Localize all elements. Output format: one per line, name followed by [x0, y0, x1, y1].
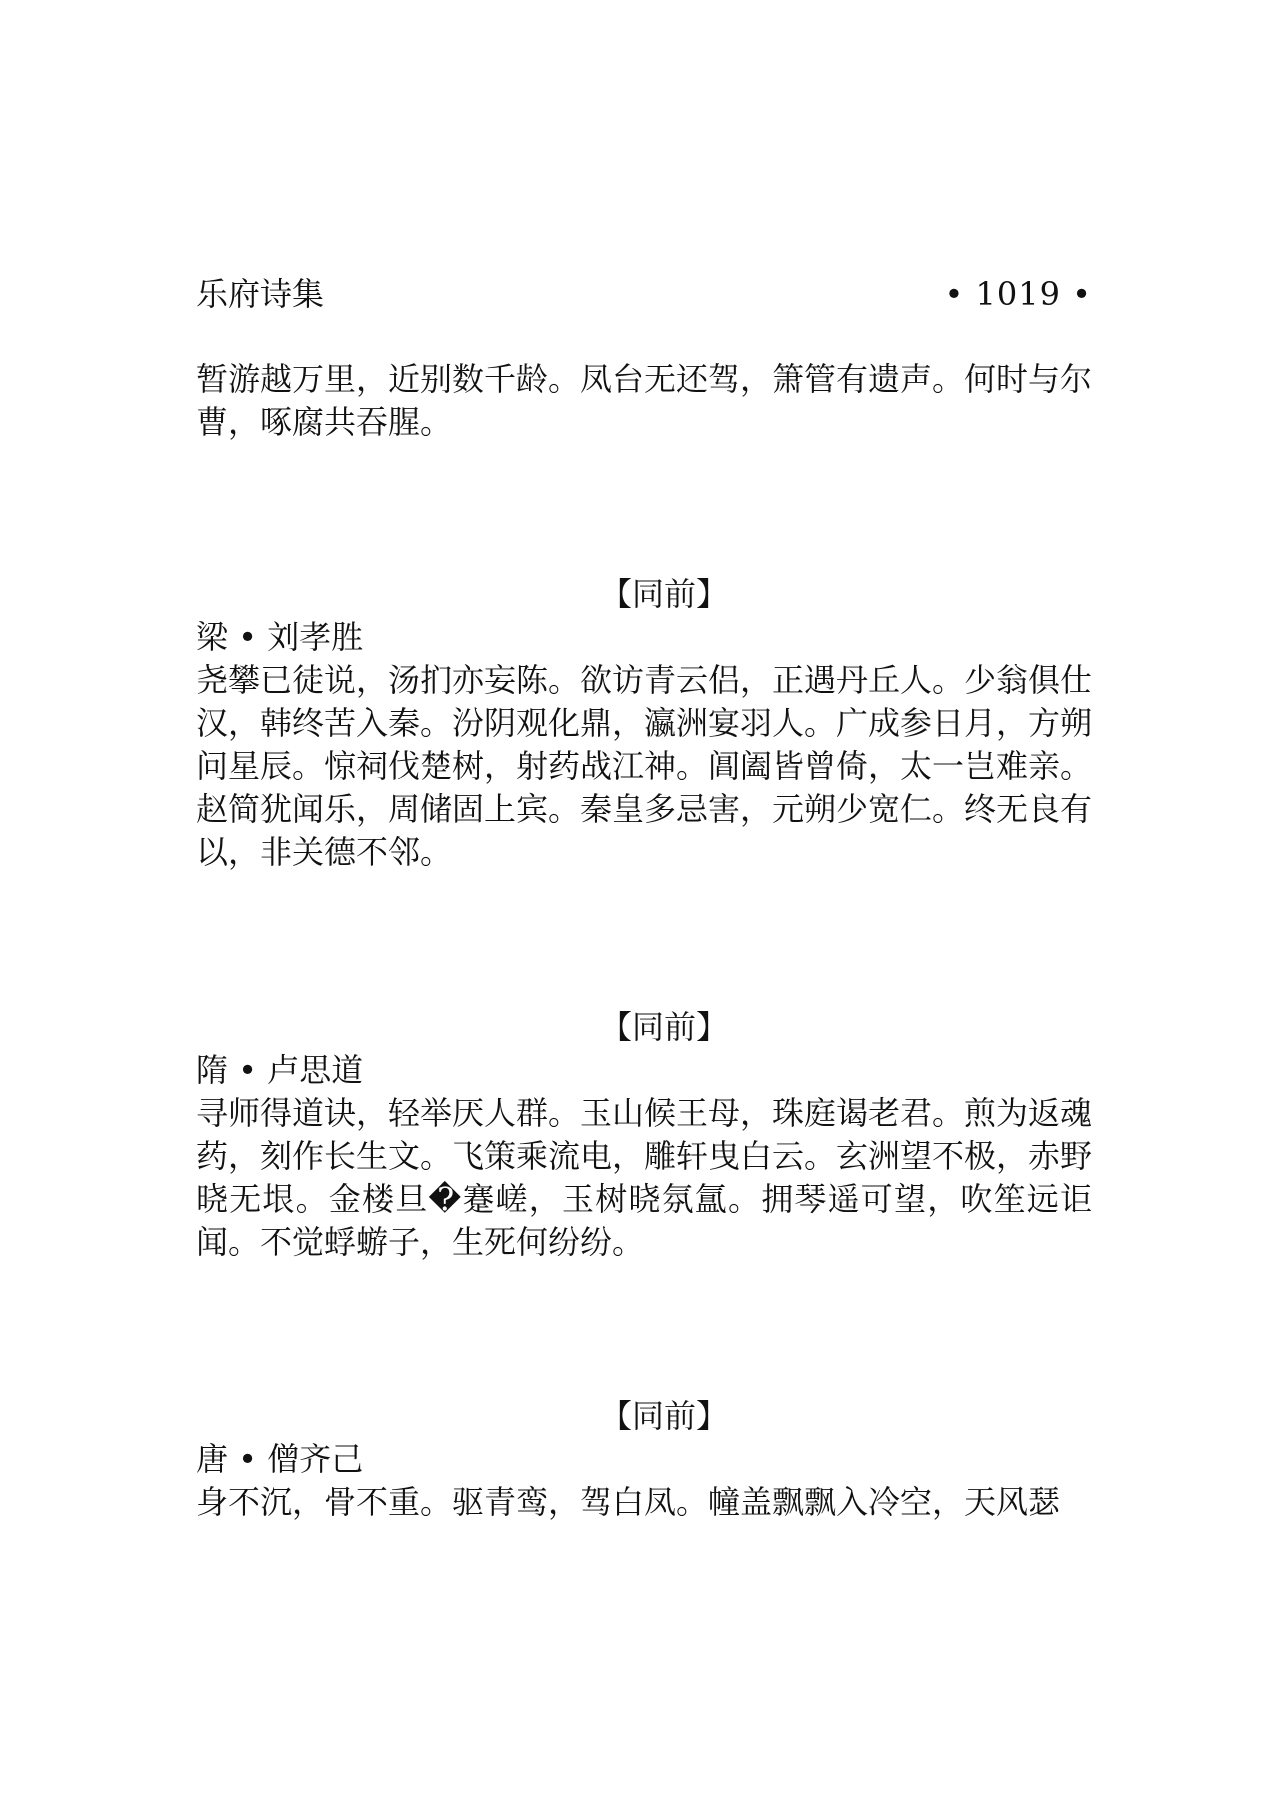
continuation-text: 暂游越万里，近别数千龄。凤台无还驾，箫管有遗声。何时与尔曹，啄腐共吞腥。: [196, 360, 1093, 441]
poem-author: 唐 • 僧齐己: [196, 1440, 364, 1478]
page-header: [196, 272, 1092, 316]
poem-title: 【同前】: [599, 575, 728, 613]
poem-section-2: [196, 1006, 1092, 1264]
document-page: [196, 0, 1092, 1795]
poem-text: 尧攀已徒说，汤扪亦妄陈。欲访青云侣，正遇丹丘人。少翁俱仕汉，韩终苦入秦。汾阴观化鼎，瀛洲宴羽人。广成参日月，方朔问星辰。惊祠伐楚树，射药战江神。阊阖皆曾倚，太一岂难亲。赵简犹闻乐，周储固上宾。秦皇多忌害，元朔少宽仁。终无良有以，非关德不邻。: [196, 661, 1093, 871]
continuation-block: [196, 358, 1092, 444]
book-title: 乐府诗集: [196, 275, 325, 313]
page-number: • 1019 •: [944, 275, 1092, 313]
poem-section-3: [196, 1395, 1092, 1524]
poem-title: 【同前】: [599, 1397, 728, 1435]
poem-title: 【同前】: [599, 1008, 728, 1046]
poem-text: 身不沉，骨不重。驱青鸾，驾白凤。幢盖飘飘入冷空，天风瑟: [196, 1483, 1061, 1521]
poem-author: 隋 • 卢思道: [196, 1051, 364, 1089]
poem-author: 梁 • 刘孝胜: [196, 618, 364, 656]
poem-section-1: [196, 573, 1092, 874]
poem-text: 寻师得道诀，轻举厌人群。玉山候王母，珠庭谒老君。煎为返魂药，刻作长生文。飞策乘流电，雕轩曳白云。玄洲望不极，赤野晓无垠。金楼旦�蹇嵯，玉树晓氛氲。拥琴遥可望，吹笙远讵闻。不觉蜉蝣子，生死何纷纷。: [196, 1094, 1093, 1261]
